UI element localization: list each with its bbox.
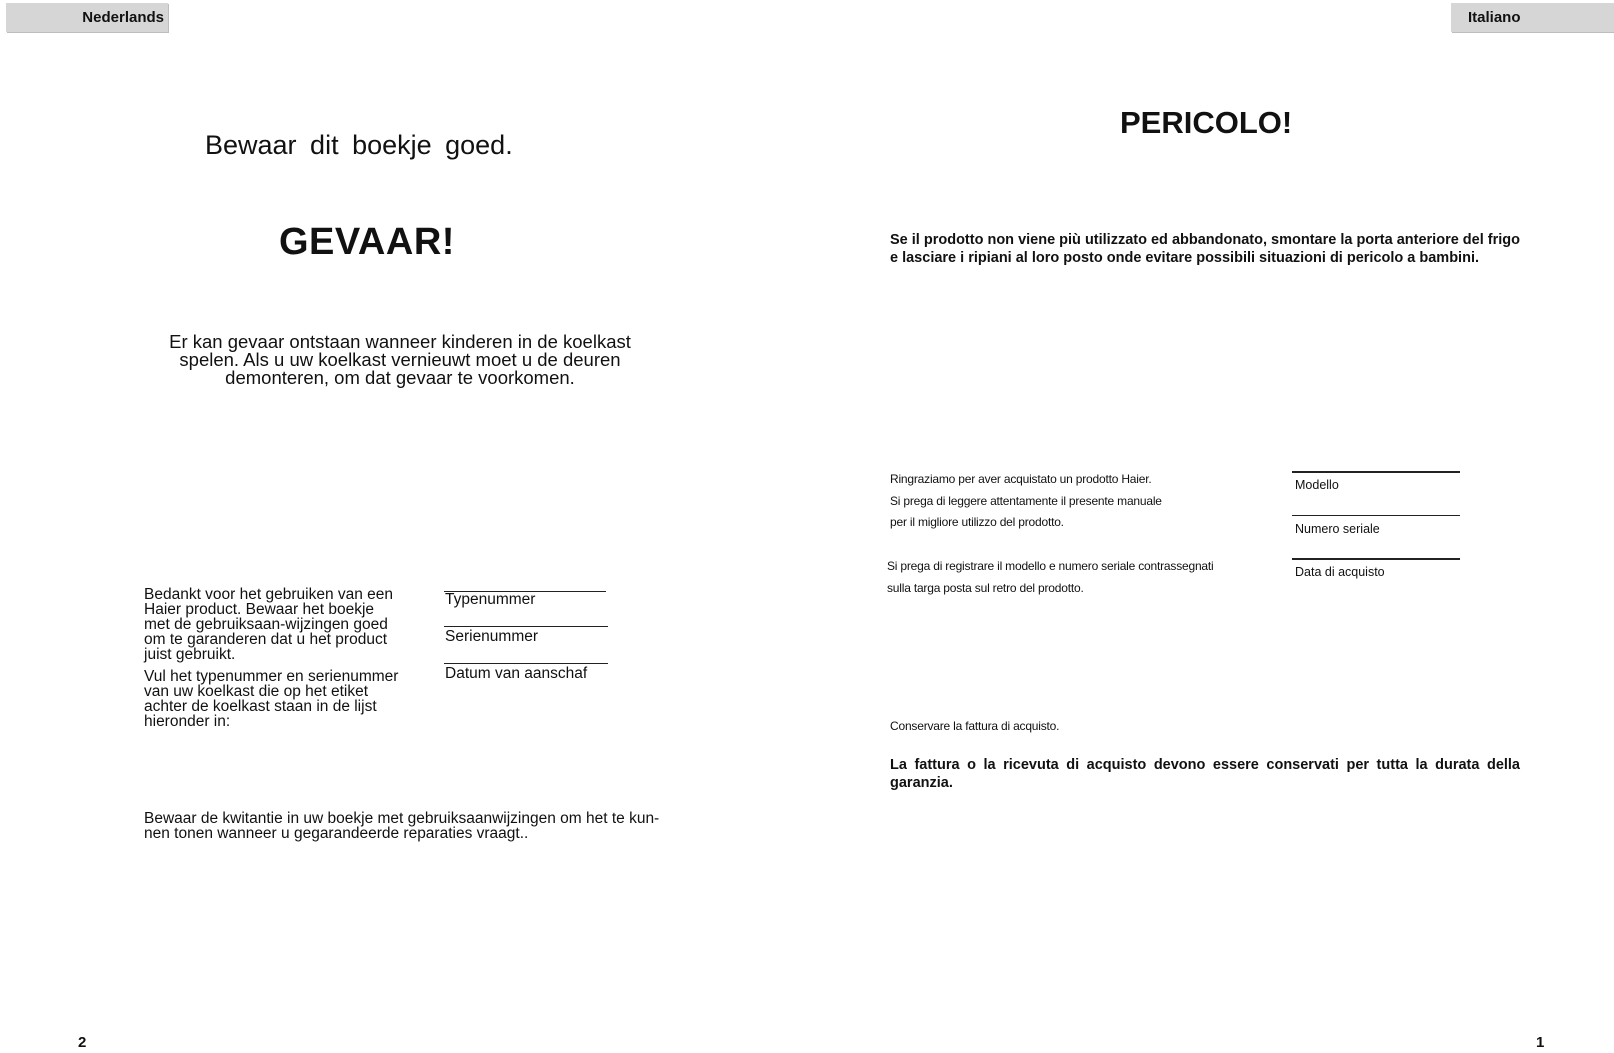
thanks-text-nl: [144, 587, 393, 662]
thanks-text-line: Bedankt voor het gebruiken van een: [144, 586, 394, 603]
serial-field-label-it: Numero seriale: [1295, 522, 1380, 536]
register-text-line: hieronder in:: [144, 713, 231, 730]
thanks-text-line: met de gebruiksaan-wijzingen goed: [144, 616, 388, 633]
page-number-right: 1: [1536, 1034, 1545, 1051]
danger-title-it: PERICOLO!: [1120, 105, 1293, 140]
serial-rule-nl: [444, 626, 608, 627]
purchase-date-field-label-nl: Datum van aanschaf: [445, 665, 588, 682]
receipt-text-line: nen tonen wanneer u gegarandeerde reparaties vraagt..: [144, 825, 529, 842]
keep-invoice-text-it: Conservare la fattura di acquisto.: [890, 719, 1060, 733]
purchase-date-field-label-it: Data di acquisto: [1295, 565, 1385, 579]
serial-rule-it: [1292, 515, 1460, 516]
receipt-text-nl: [144, 811, 659, 841]
register-text-line: Si prega di registrare il modello e numero seriale contrassegnati: [887, 559, 1214, 573]
danger-text-line: demonteren, om dat gevaar te voorkomen.: [225, 367, 575, 388]
thanks-text-line: juist gebruikt.: [144, 646, 236, 663]
keep-booklet-heading: Bewaar dit boekje goed.: [205, 130, 513, 160]
thanks-text-line: per il migliore utilizzo del prodotto.: [890, 515, 1064, 529]
thanks-text-line: Si prega di leggere attentamente il presente manuale: [890, 493, 1162, 508]
thanks-text-line: om te garanderen dat u het product: [144, 631, 387, 648]
danger-text-it: Se il prodotto non viene più utilizzato ed abbandonato, smontare la porta anteriore del frigo e lasciare i ripiani al loro posto onde evitare possibili situazioni di pericolo a bambini.: [890, 232, 1520, 266]
register-text-it: [887, 556, 1214, 599]
register-text-line: sulla targa posta sul retro del prodotto.: [887, 580, 1084, 595]
model-rule-it: [1292, 471, 1460, 473]
register-text-nl: [144, 669, 398, 729]
danger-text-nl: [120, 333, 680, 387]
language-tab-dutch: Nederlands: [6, 3, 168, 32]
danger-title-nl: GEVAAR!: [279, 221, 455, 263]
thanks-text-it: [890, 469, 1162, 534]
receipt-text-line: Bewaar de kwitantie in uw boekje met gebruiksaanwijzingen om het te kun-: [144, 810, 660, 827]
thanks-text-line: Ringraziamo per aver acquistato un prodotto Haier.: [890, 472, 1152, 486]
register-text-line: van uw koelkast die op het etiket: [144, 683, 369, 700]
danger-text-line: spelen. Als u uw koelkast vernieuwt moet u de deuren: [179, 349, 621, 370]
register-text-line: achter de koelkast staan in de lijst: [144, 698, 377, 715]
serial-field-label-nl: Serienummer: [445, 628, 539, 645]
page-number-left: 2: [78, 1034, 87, 1051]
invoice-text-it: La fattura o la ricevuta di acquisto devono essere conservati per tutta la durata della garanzia.: [890, 757, 1520, 791]
purchase-date-rule-nl: [444, 663, 608, 664]
danger-text-line: Er kan gevaar ontstaan wanneer kinderen in de koelkast: [169, 331, 631, 352]
thanks-text-line: Haier product. Bewaar het boekje: [144, 601, 375, 618]
register-text-line: Vul het typenummer en serienummer: [144, 668, 399, 685]
purchase-date-rule-it: [1292, 558, 1460, 560]
model-field-label-it: Modello: [1295, 478, 1339, 492]
language-tab-italian: Italiano: [1451, 3, 1614, 32]
model-field-label-nl: Typenummer: [445, 591, 536, 608]
